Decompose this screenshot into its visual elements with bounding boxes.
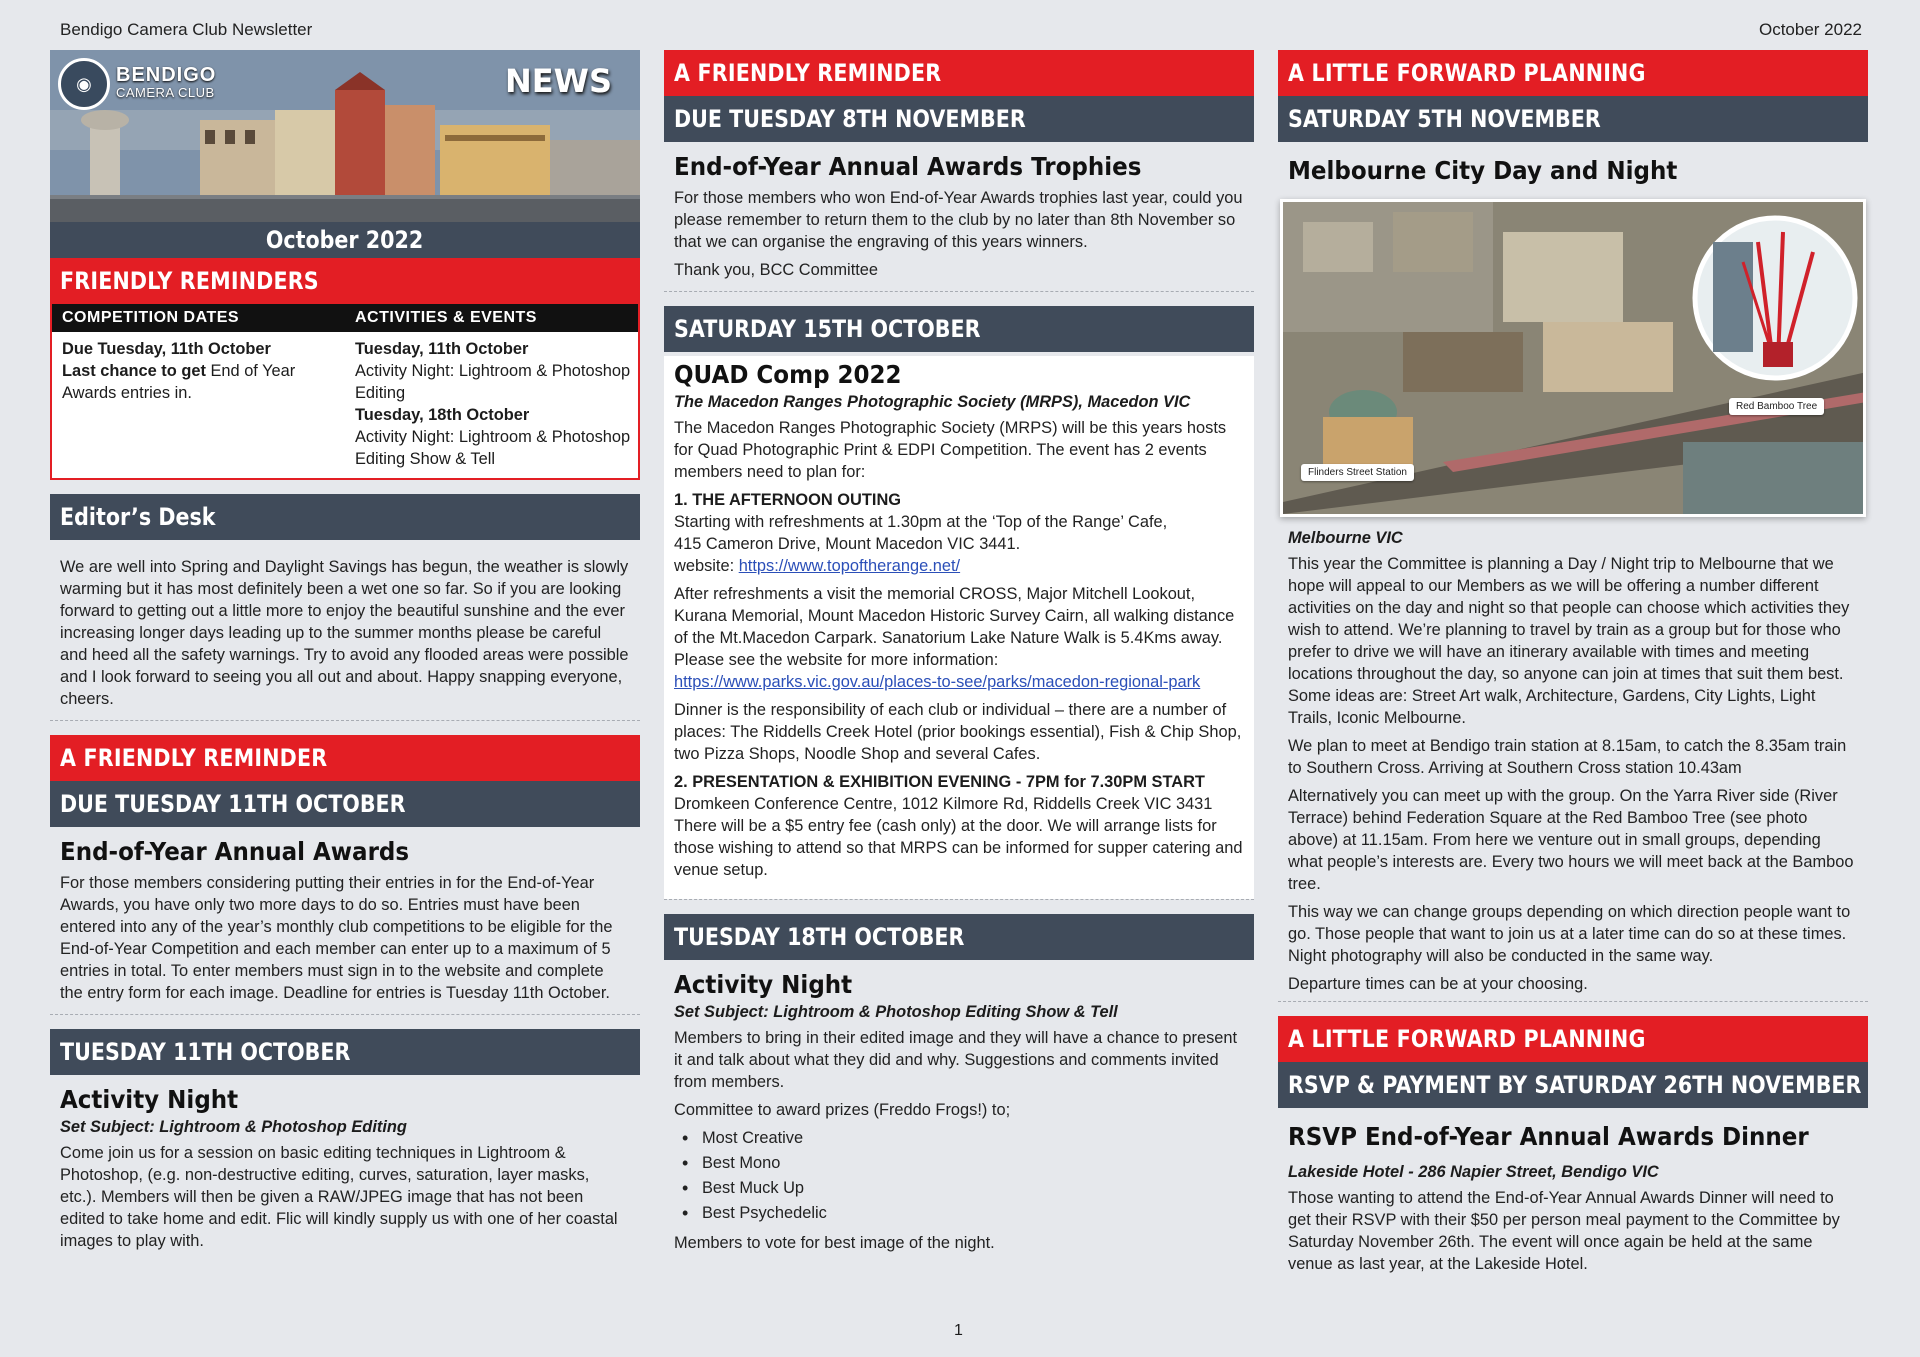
list-item: • Best Muck Up: [674, 1177, 1244, 1199]
issue-month: October 2022: [50, 222, 640, 258]
rsvp-title: RSVP End-of-Year Annual Awards Dinner: [1288, 1122, 1809, 1151]
activity2-subject: Set Subject: Lightroom & Photoshop Editing Show & Tell: [674, 1003, 1118, 1021]
awards-reminder-heading: A FRIENDLY REMINDER: [50, 735, 640, 781]
melbourne-p5: Departure times can be at your choosing.: [1288, 975, 1588, 993]
quad-heading: SATURDAY 15TH OCTOBER: [664, 306, 1254, 352]
melbourne-p4: This way we can change groups depending on which direction people want to go. Those people that want to join us at a later time can do so at these times. Night photography will also be conducted in the same way.: [1288, 903, 1851, 965]
reminders-box: [50, 304, 640, 480]
flinders-street-tag: Flinders Street Station: [1301, 464, 1414, 481]
editor-heading: Editor’s Desk: [50, 494, 640, 540]
activity2-title: Activity Night: [674, 970, 853, 999]
activity2-closing: Members to vote for best image of the night.: [674, 1234, 995, 1252]
trophies-reminder-heading: A FRIENDLY REMINDER: [664, 50, 1254, 96]
presentation-title: 2. PRESENTATION & EXHIBITION EVENING - 7PM for 7.30PM START: [674, 773, 1205, 791]
trophies-body: For those members who won End-of-Year Awards trophies last year, could you please remember to return them to the club by no later than 8th November so that we can organise the engraving of this years winners.: [674, 189, 1243, 251]
activity-date-2: Tuesday, 18th October: [355, 406, 530, 424]
competition-date: Due Tuesday, 11th October: [62, 340, 271, 358]
column-middle: [664, 50, 1254, 1260]
divider: [50, 720, 640, 721]
awards-due-heading: DUE TUESDAY 11TH OCTOBER: [50, 781, 640, 827]
activities-header: ACTIVITIES & EVENTS: [355, 309, 537, 326]
header-banner: [50, 50, 640, 222]
quad-panel: [664, 356, 1254, 899]
logo-line2: CAMERA CLUB: [116, 85, 215, 100]
quad-intro: The Macedon Ranges Photographic Society (MRPS) will be this years hosts for Quad Photographic Print & EDPI Competition. The event has 2 events members need to plan for:: [674, 419, 1227, 481]
melbourne-title: Melbourne City Day and Night: [1288, 156, 1678, 185]
melbourne-date-heading: SATURDAY 5TH NOVEMBER: [1278, 96, 1868, 142]
activity-text-1: Activity Night: Lightroom & Photoshop Editing: [355, 362, 631, 402]
melbourne-planning-heading: A LITTLE FORWARD PLANNING: [1278, 50, 1868, 96]
reminders-heading: FRIENDLY REMINDERS: [50, 258, 640, 304]
rsvp-location: Lakeside Hotel - 286 Napier Street, Bendigo VIC: [1288, 1163, 1659, 1181]
column-right: [1278, 50, 1868, 1281]
newsletter-title: Bendigo Camera Club Newsletter: [60, 20, 313, 39]
competition-dates-cell: [52, 338, 345, 470]
rsvp-deadline-heading: RSVP & PAYMENT BY SATURDAY 26TH NOVEMBER: [1278, 1062, 1868, 1108]
logo-line1: BENDIGO: [116, 64, 217, 86]
cafe-website-link[interactable]: https://www.topoftherange.net/: [738, 557, 961, 575]
list-item: • Most Creative: [674, 1127, 1244, 1149]
activity2-heading: TUESDAY 18TH OCTOBER: [664, 914, 1254, 960]
list-item: • Best Mono: [674, 1152, 1244, 1174]
melbourne-p1: This year the Committee is planning a Day / Night trip to Melbourne that we hope will appeal to our Members as we will be offering a number different activities on the day and night so that people can choose which activities they wish to attend. We’re planning to travel by train as a group but for those who prefer to drive we will have an itinerary available with times and meeting locations throughout the day, so anyone can join at times that suit them best. Some ideas are: Street Art walk, Architecture, Gardens, City Lights, Light Trails, Iconic Melbourne.: [1288, 555, 1850, 727]
competition-dates-header: COMPETITION DATES: [62, 309, 240, 326]
website-label: website:: [674, 557, 739, 575]
activity2-body: Members to bring in their edited image and they will have a chance to present it and talk about what they did and why. Suggestions and comments invited from members.: [674, 1029, 1238, 1091]
activity1-subject: Set Subject: Lightroom & Photoshop Editing: [60, 1118, 407, 1136]
prizes-list: [674, 1127, 1244, 1224]
parks-website-link[interactable]: https://www.parks.vic.gov.au/places-to-see/parks/macedon-regional-park: [674, 673, 1201, 691]
activity1-heading: TUESDAY 11TH OCTOBER: [50, 1029, 640, 1075]
trophies-title: End-of-Year Annual Awards Trophies: [674, 152, 1142, 181]
outing-line2: 415 Cameron Drive, Mount Macedon VIC 3441.: [674, 535, 1021, 553]
column-left: [50, 50, 640, 1258]
divider: [664, 899, 1254, 900]
list-item: • Best Psychedelic: [674, 1202, 1244, 1224]
activity-date-1: Tuesday, 11th October: [355, 340, 529, 358]
outing-title: 1. THE AFTERNOON OUTING: [674, 491, 902, 509]
competition-note: End of Year Awards entries in.: [62, 362, 296, 402]
awards-title: End-of-Year Annual Awards: [60, 837, 410, 866]
club-logo: [58, 58, 216, 110]
camera-icon: ◉: [58, 58, 110, 110]
trophies-thanks: Thank you, BCC Committee: [674, 261, 879, 279]
divider: [50, 1014, 640, 1015]
news-label: NEWS: [505, 62, 612, 100]
activities-cell: [345, 338, 638, 470]
outing-details: After refreshments a visit the memorial CROSS, Major Mitchell Lookout, Kurana Memorial, Mount Macedon Historic Survey Cairn, all walking distance of the Mt.Macedon Carpark. Sanatorium Lake Nature Walk is 5.4Kms away. Please see the website for more information:: [674, 585, 1235, 669]
awards-body: For those members considering putting their entries in for the End-of-Year Awards, you have only two more days to do so. Entries must have been entered into any of the year’s monthly club competitions to be eligible for the End-of-Year Competition and each member can enter up to a maximum of 5 entries in total. To enter members must sign in to the website and complete the entry form for each image. Deadline for entries is Tuesday 11th October.: [60, 874, 613, 1002]
red-bamboo-tag: Red Bamboo Tree: [1729, 398, 1824, 415]
quad-subtitle: The Macedon Ranges Photographic Society (MRPS), Macedon VIC: [674, 393, 1191, 411]
editor-body: We are well into Spring and Daylight Savings has begun, the weather is slowly warming but it has most definitely been a wet one so far. So if you are looking forward to getting out a little more to enjoy the beautiful sunshine and the ever increasing longer days leading up to the summer months please be careful and heed all the safety warnings. Try to avoid any flooded areas were possible and I look forward to seeing you all out and about. Happy snapping everyone, cheers.: [60, 558, 629, 708]
quad-title: QUAD Comp 2022: [674, 360, 902, 389]
divider: [664, 291, 1254, 292]
activity-text-2: Activity Night: Lightroom & Photoshop Editing Show & Tell: [355, 428, 631, 468]
trophies-due-heading: DUE TUESDAY 8TH NOVEMBER: [664, 96, 1254, 142]
melbourne-location: Melbourne VIC: [1288, 529, 1403, 547]
presentation-body: Dromkeen Conference Centre, 1012 Kilmore Rd, Riddells Creek VIC 3431 There will be a $5 entry fee (cash only) at the door. We will arrange lists for those wishing to attend so that MRPS can be informed for supper catering and venue setup.: [674, 795, 1243, 879]
dinner-info: Dinner is the responsibility of each club or individual – there are a number of places: The Riddells Creek Hotel (prior bookings essential), Fish & Chip Shop, two Pizza Shops, Noodle Shop and several Cafes.: [674, 701, 1242, 763]
rsvp-planning-heading: A LITTLE FORWARD PLANNING: [1278, 1016, 1868, 1062]
prizes-intro: Committee to award prizes (Freddo Frogs!) to;: [674, 1101, 1011, 1119]
melbourne-p2: We plan to meet at Bendigo train station at 8.15am, to catch the 8.35am train to Southern Cross. Arriving at Southern Cross station 10.43am: [1288, 737, 1847, 777]
melbourne-aerial-photo: [1280, 199, 1866, 517]
competition-note-bold: Last chance to get: [62, 362, 206, 380]
activity1-title: Activity Night: [60, 1085, 239, 1114]
newsletter-date: October 2022: [1758, 20, 1862, 39]
activity1-body: Come join us for a session on basic editing techniques in Lightroom & Photoshop, (e.g. non-destructive editing, curves, saturation, layer masks, etc.). Members will then be given a RAW/JPEG image that has not been edited to take home and edit. Flic will kindly supply us with one of her coastal images to play with.: [60, 1144, 618, 1250]
divider: [1278, 1001, 1868, 1002]
melbourne-p3: Alternatively you can meet up with the group. On the Yarra River side (River Terrace) behind Federation Square at the Red Bamboo Tree (see photo above) at 11.15am. From here we venture out in small groups, depending what people’s interests are. Every two hours we will meet back at the Bamboo tree.: [1288, 787, 1854, 893]
page-number: 1: [954, 1322, 963, 1339]
outing-line1: Starting with refreshments at 1.30pm at the ‘Top of the Range’ Cafe,: [674, 513, 1168, 531]
rsvp-body: Those wanting to attend the End-of-Year Annual Awards Dinner will need to get their RSVP with their $50 per person meal payment to the Committee by Saturday November 26th. The event will once again be held at the same venue as last year, at the Lakeside Hotel.: [1288, 1189, 1840, 1273]
